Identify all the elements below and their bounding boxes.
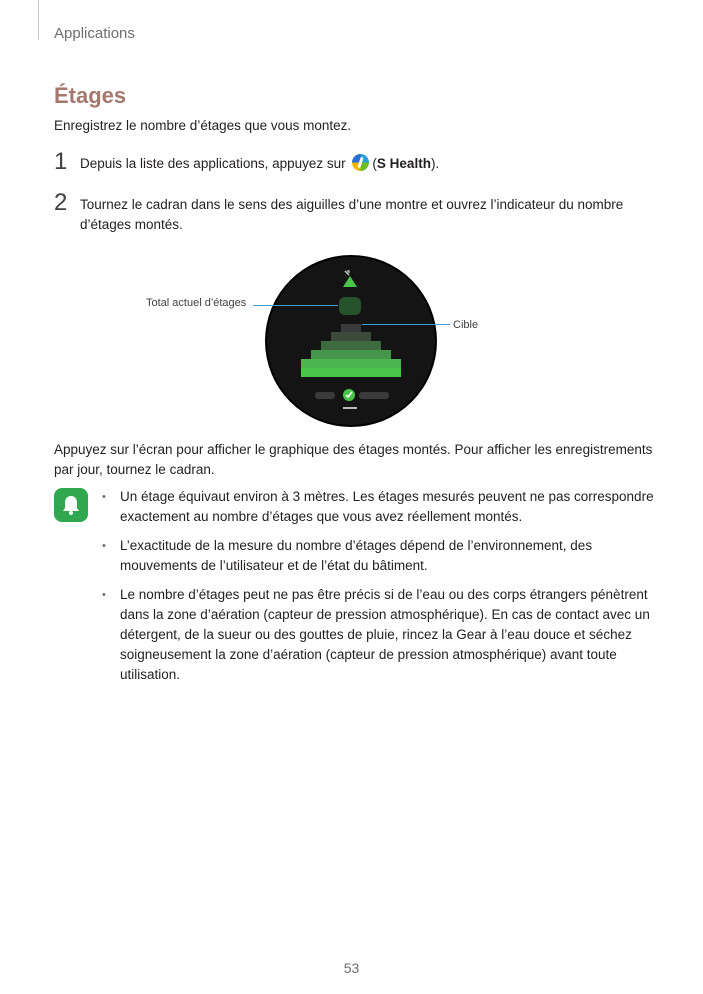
close-paren: ). xyxy=(430,156,440,171)
step-text xyxy=(80,154,640,174)
header-rule xyxy=(38,0,39,40)
callout-target: Cible xyxy=(453,319,479,331)
page-indicator xyxy=(343,407,357,409)
floors-graph xyxy=(267,257,435,425)
app-name: S Health xyxy=(376,156,431,171)
page-title: Étages xyxy=(54,83,127,108)
floor-bars xyxy=(301,324,401,377)
bar xyxy=(341,324,361,332)
step-2 xyxy=(54,191,654,235)
watch-figure xyxy=(0,250,703,430)
bell-icon xyxy=(54,488,88,522)
watch-screen xyxy=(267,257,435,425)
status-blur-right xyxy=(359,392,389,399)
list-item: • L’exactitude de la mesure du nombre d’étages dépend de l’environnement, des mouvements de l’utilisateur et de l’état du bâtiment. xyxy=(100,536,655,576)
list-item: • Un étage équivaut environ à 3 mètres. Les étages mesurés peuvent ne pas correspondre exactement au nombre d’étages que vous avez réellement montés. xyxy=(100,487,655,527)
bar xyxy=(311,350,391,359)
callout-line-right xyxy=(362,324,450,325)
bar xyxy=(331,332,371,341)
step-number: 2 xyxy=(54,189,68,216)
bar xyxy=(301,359,401,368)
bar xyxy=(321,341,381,350)
section-label: Applications xyxy=(54,25,135,42)
page-number: 53 xyxy=(343,960,360,976)
body-paragraph: Appuyez sur l’écran pour afficher le graphique des étages montés. Pour afficher les enregistrements par jour, tournez le cadran. xyxy=(54,442,653,477)
status-blur-left xyxy=(315,392,335,399)
intro-text: Enregistrez le nombre d’étages que vous montez. xyxy=(54,118,352,133)
open-paren: ( xyxy=(372,156,377,171)
notes-list xyxy=(100,487,655,694)
step-number: 1 xyxy=(54,148,68,175)
bar xyxy=(301,368,401,377)
callout-current-total: Total actuel d’étages xyxy=(146,297,247,309)
step-text: Tournez le cadran dans le sens des aiguilles d’une montre et ouvrez l’indicateur du nombre d’étages montés. xyxy=(80,197,624,232)
current-total-value xyxy=(339,297,361,315)
list-item: • Le nombre d’étages peut ne pas être précis si de l’eau ou des corps étrangers pénètrent dans la zone d’aération (capteur de pression atmosphérique). En cas de contact avec un détergent, de la sueur ou des gouttes de pluie, rincez la Gear à l’eau douce et séchez soigneusement la zone d’aération (capteur de pression atmosphérique) avant toute utilisation. xyxy=(100,585,655,685)
callout-line-left xyxy=(253,305,338,306)
target-arrow-icon xyxy=(343,271,357,287)
s-health-icon xyxy=(352,154,369,171)
step-1 xyxy=(54,150,654,180)
step-text-before: Depuis la liste des applications, appuyez sur xyxy=(80,156,346,171)
